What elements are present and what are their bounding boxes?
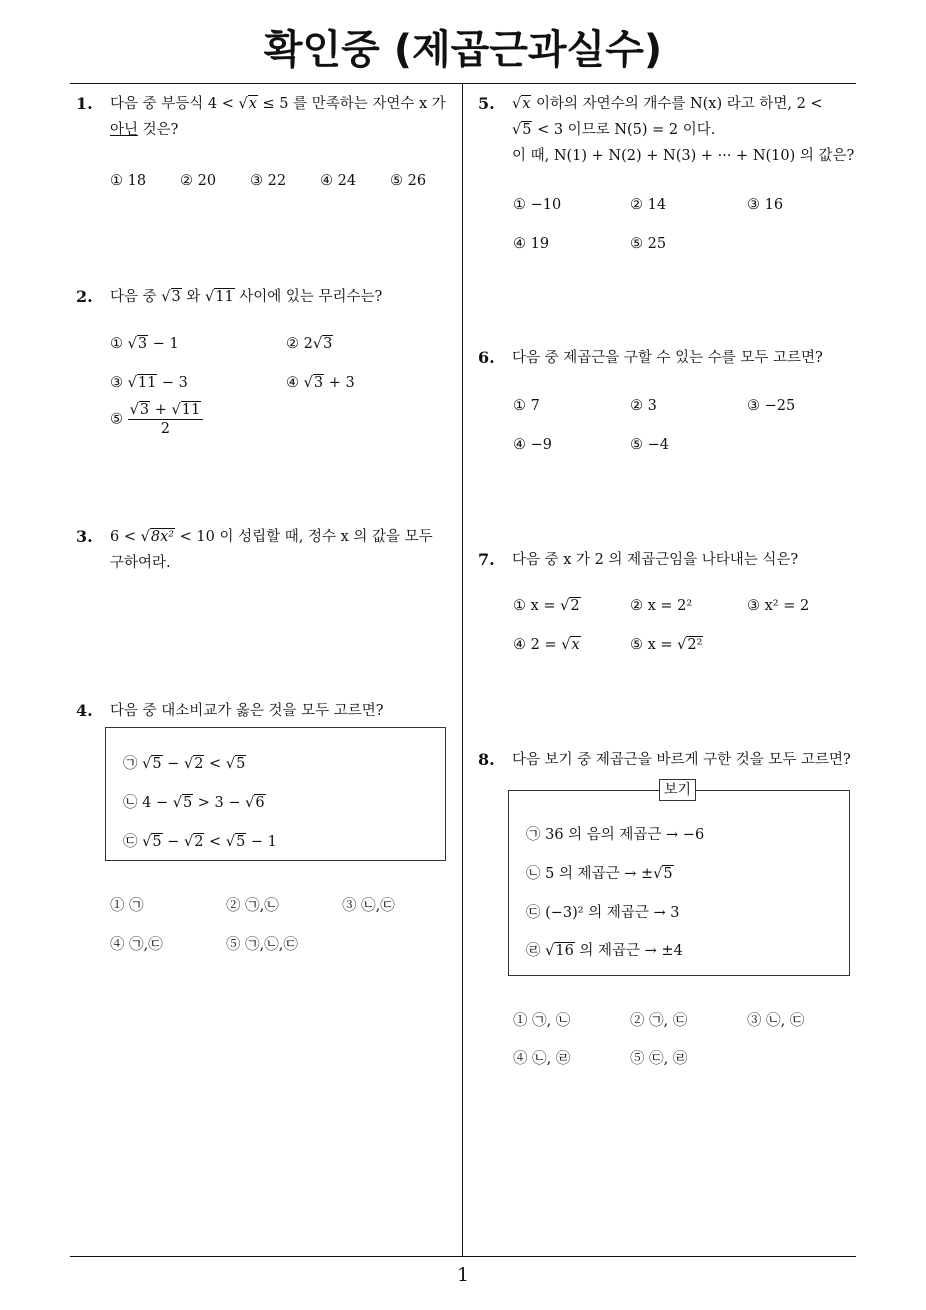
option-4[interactable]: ④ ㉠,㉢ (110, 937, 163, 953)
option-2[interactable]: ② 14 (630, 197, 667, 213)
question-number: 5. (478, 94, 495, 113)
example-d: ㉣ √16 의 제곱근 → ±4 (526, 943, 683, 959)
option-3[interactable]: ③ x² = 2 (747, 598, 810, 614)
question-number: 1. (76, 94, 93, 113)
question-4 (76, 698, 456, 724)
option-1[interactable]: ① ㉠, ㉡ (513, 1013, 571, 1029)
option-3[interactable]: ③ ㉡,㉢ (342, 898, 395, 914)
question-6 (478, 345, 862, 371)
question-stem: √x 이하의 자연수의 개수를 N(x) 라고 하면, 2 < √5 < 3 이므로 N(5) = 2 이다. 이 때, N(1) + N(2) + N(3) + ··· + N(10) 의 값은? (512, 96, 855, 164)
bottom-rule (70, 1256, 856, 1257)
question-1 (76, 91, 456, 143)
column-divider (462, 84, 463, 1257)
option-2[interactable]: ② x = 2² (630, 598, 693, 614)
statement-c: ㉢ √5 − √2 < √5 − 1 (123, 834, 277, 850)
option-5[interactable]: ⑤ 26 (390, 173, 427, 189)
example-c: ㉢ (−3)² 의 제곱근 → 3 (526, 905, 680, 921)
box-label: 보기 (659, 779, 696, 801)
question-number: 4. (76, 701, 93, 720)
page-number: 1 (456, 1264, 470, 1286)
question-8 (478, 747, 862, 773)
option-5[interactable]: ⑤ −4 (630, 437, 669, 453)
option-3[interactable]: ③ 16 (747, 197, 784, 213)
option-1[interactable]: ① √3 − 1 (110, 336, 179, 352)
option-2[interactable]: ② ㉠, ㉢ (630, 1013, 688, 1029)
emphasis-underline: 아닌 (110, 122, 139, 138)
question-stem: 다음 중 제곱근을 구할 수 있는 수를 모두 고르면? (512, 350, 823, 366)
option-3[interactable]: ③ ㉡, ㉢ (747, 1013, 805, 1029)
option-2[interactable]: ② 20 (180, 173, 217, 189)
question-stem: 다음 중 대소비교가 옳은 것을 모두 고르면? (110, 703, 384, 719)
option-5[interactable]: ⑤ ㉠,㉡,㉢ (226, 937, 298, 953)
option-2[interactable]: ② ㉠,㉡ (226, 898, 279, 914)
question-5 (478, 91, 862, 169)
question-number: 6. (478, 348, 495, 367)
option-1[interactable]: ① 7 (513, 398, 540, 414)
option-1[interactable]: ① 18 (110, 173, 147, 189)
page-title: 확인중 (제곱근과실수) (263, 27, 663, 73)
question-number: 3. (76, 527, 93, 546)
option-5[interactable]: ⑤ 25 (630, 236, 667, 252)
question-stem: 다음 보기 중 제곱근을 바르게 구한 것을 모두 고르면? (512, 752, 851, 768)
sqrt: √x (238, 96, 257, 112)
option-1[interactable]: ① −10 (513, 197, 562, 213)
q4-statements-box (105, 727, 446, 861)
question-number: 8. (478, 750, 495, 769)
option-5[interactable]: ⑤ ㉢, ㉣ (630, 1051, 688, 1067)
example-a: ㉠ 36 의 음의 제곱근 → −6 (526, 827, 705, 843)
option-4[interactable]: ④ ㉡, ㉣ (513, 1051, 571, 1067)
option-3[interactable]: ③ √11 − 3 (110, 375, 188, 391)
option-4[interactable]: ④ 24 (320, 173, 357, 189)
example-b: ㉡ 5 의 제곱근 → ±√5 (526, 866, 673, 882)
question-7 (478, 547, 862, 573)
option-5[interactable]: ⑤ $\frac{√3 + √11}{2}$ (110, 402, 203, 437)
option-3[interactable]: ③ 22 (250, 173, 287, 189)
top-rule (70, 83, 856, 84)
option-2[interactable]: ② 3 (630, 398, 657, 414)
statement-b: ㉡ 4 − √5 > 3 − √6 (123, 795, 265, 811)
option-3[interactable]: ③ −25 (747, 398, 796, 414)
question-2 (76, 284, 456, 310)
option-4[interactable]: ④ √3 + 3 (286, 375, 355, 391)
option-1[interactable]: ① ㉠ (110, 898, 144, 914)
option-5[interactable]: ⑤ x = √2² (630, 637, 703, 653)
option-1[interactable]: ① x = √2 (513, 598, 580, 614)
question-3 (76, 524, 456, 576)
statement-a: ㉠ √5 − √2 < √5 (123, 756, 246, 772)
option-2[interactable]: ② 2√3 (286, 336, 333, 352)
question-number: 2. (76, 287, 93, 306)
question-stem: 다음 중 부등식 4 < √x ≤ 5 를 만족하는 자연수 x 가 아닌 것은? (110, 91, 456, 143)
question-number: 7. (478, 550, 495, 569)
question-stem: 6 < √8x² < 10 이 성립할 때, 정수 x 의 값을 모두 구하여라. (110, 529, 433, 571)
question-stem: 다음 중 x 가 2 의 제곱근임을 나타내는 식은? (512, 552, 799, 568)
option-4[interactable]: ④ 2 = √x (513, 637, 580, 653)
option-4[interactable]: ④ 19 (513, 236, 550, 252)
q8-example-box (508, 782, 850, 976)
option-4[interactable]: ④ −9 (513, 437, 552, 453)
question-stem: 다음 중 √3 와 √11 사이에 있는 무리수는? (110, 289, 383, 305)
